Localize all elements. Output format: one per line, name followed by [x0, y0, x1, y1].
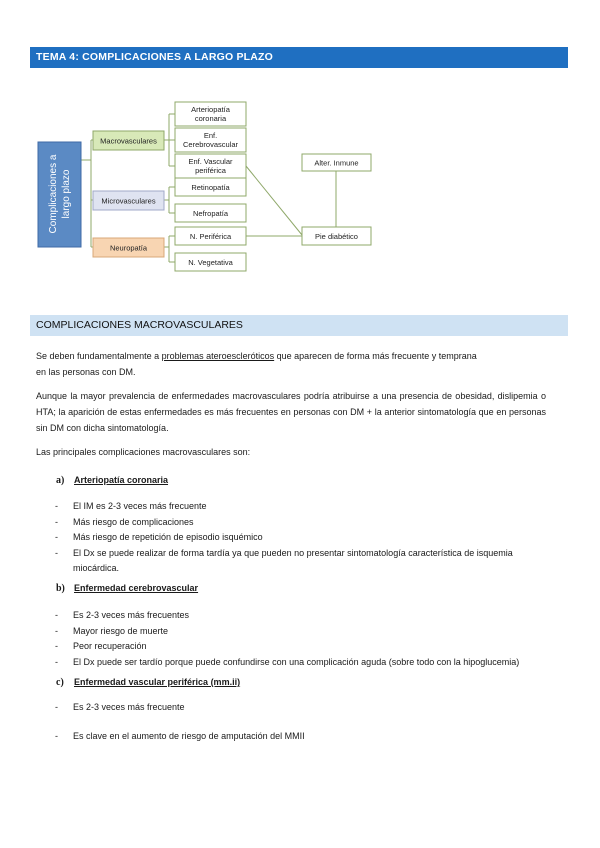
nefro-label: Nefropatía	[192, 209, 229, 218]
macro-node	[93, 131, 164, 150]
micro-node	[93, 191, 164, 210]
subsection-b-list	[55, 608, 555, 670]
list-item: - Es 2-3 veces más frecuente	[55, 700, 555, 716]
cerebro-line1: Enf.	[203, 131, 218, 140]
paragraph-1: Se deben fundamentalmente a problemas ateroescleróticos que aparecen de forma más frecuente y temprana en las personas con DM.	[36, 351, 477, 377]
nperif-label: N. Periférica	[189, 232, 232, 241]
subsection-b-heading: b) Enfermedad cerebrovascular	[56, 583, 199, 594]
complications-diagram	[0, 90, 600, 280]
list-item: - Mayor riesgo de muerte	[55, 624, 555, 640]
paragraph-2: Aunque la mayor prevalencia de enfermedades macrovasculares podría atribuirse a una presencia de obesidad, dislipemia o HTA; la aparición de estas enfermedades es más frecuentes en personas con DM + la anterior sintomatología que en personas sin DM con dicha sintomatología.	[36, 391, 546, 433]
retino-label: Retinopatía	[191, 183, 230, 192]
arterio-line2: coronaria	[194, 114, 227, 123]
subsection-c-list	[55, 700, 555, 744]
nveget-label: N. Vegetativa	[188, 258, 233, 267]
arterio-line1: Arteriopatía	[191, 105, 230, 114]
root-label-line2: largo plazo	[61, 169, 72, 219]
svg-text:Macrovasculares: Macrovasculares	[100, 136, 157, 146]
vascular-line2: periférica	[195, 166, 226, 175]
list-item: - Es clave en el aumento de riesgo de amputación del MMII	[55, 729, 555, 745]
subsection-c-heading: c) Enfermedad vascular periférica (mm.ii)	[56, 677, 241, 688]
subsection-a-heading: a) Arteriopatía coronaria	[56, 475, 169, 486]
neuro-node	[93, 238, 164, 257]
inmune-label: Alter. Inmune	[314, 158, 359, 168]
list-item: - Peor recuperación	[55, 639, 555, 655]
list-item: - Es 2-3 veces más frecuentes	[55, 608, 555, 624]
cerebro-line2: Cerebrovascular	[182, 140, 239, 149]
root-label-line1: Complicaciones a	[48, 154, 59, 234]
svg-text:Neuropatía: Neuropatía	[109, 243, 148, 253]
section-title: COMPLICACIONES MACROVASCULARES	[30, 315, 568, 336]
list-item: - Más riesgo de complicaciones	[55, 515, 555, 531]
vascular-line1: Enf. Vascular	[188, 157, 233, 166]
root-node	[38, 142, 81, 247]
atero-link: problemas ateroescleróticos	[161, 351, 275, 361]
pie-label: Pie diabético	[315, 232, 358, 241]
list-item: - Más riesgo de repetición de episodio isquémico	[55, 530, 555, 546]
list-item: - El IM es 2-3 veces más frecuente	[55, 499, 555, 515]
list-item: - El Dx puede ser tardío porque puede confundirse con una complicación aguda (sobre todo con la hipoglucemia)	[55, 655, 555, 671]
paragraph-3: Las principales complicaciones macrovasculares son:	[36, 447, 251, 457]
subsection-a-list	[55, 499, 555, 577]
list-item: - El Dx se puede realizar de forma tardía ya que pueden no presentar sintomatología característica de isquemia miocárdica.	[55, 546, 555, 577]
svg-text:Microvasculares: Microvasculares	[101, 196, 156, 206]
page-header: TEMA 4: COMPLICACIONES A LARGO PLAZO	[30, 47, 568, 68]
